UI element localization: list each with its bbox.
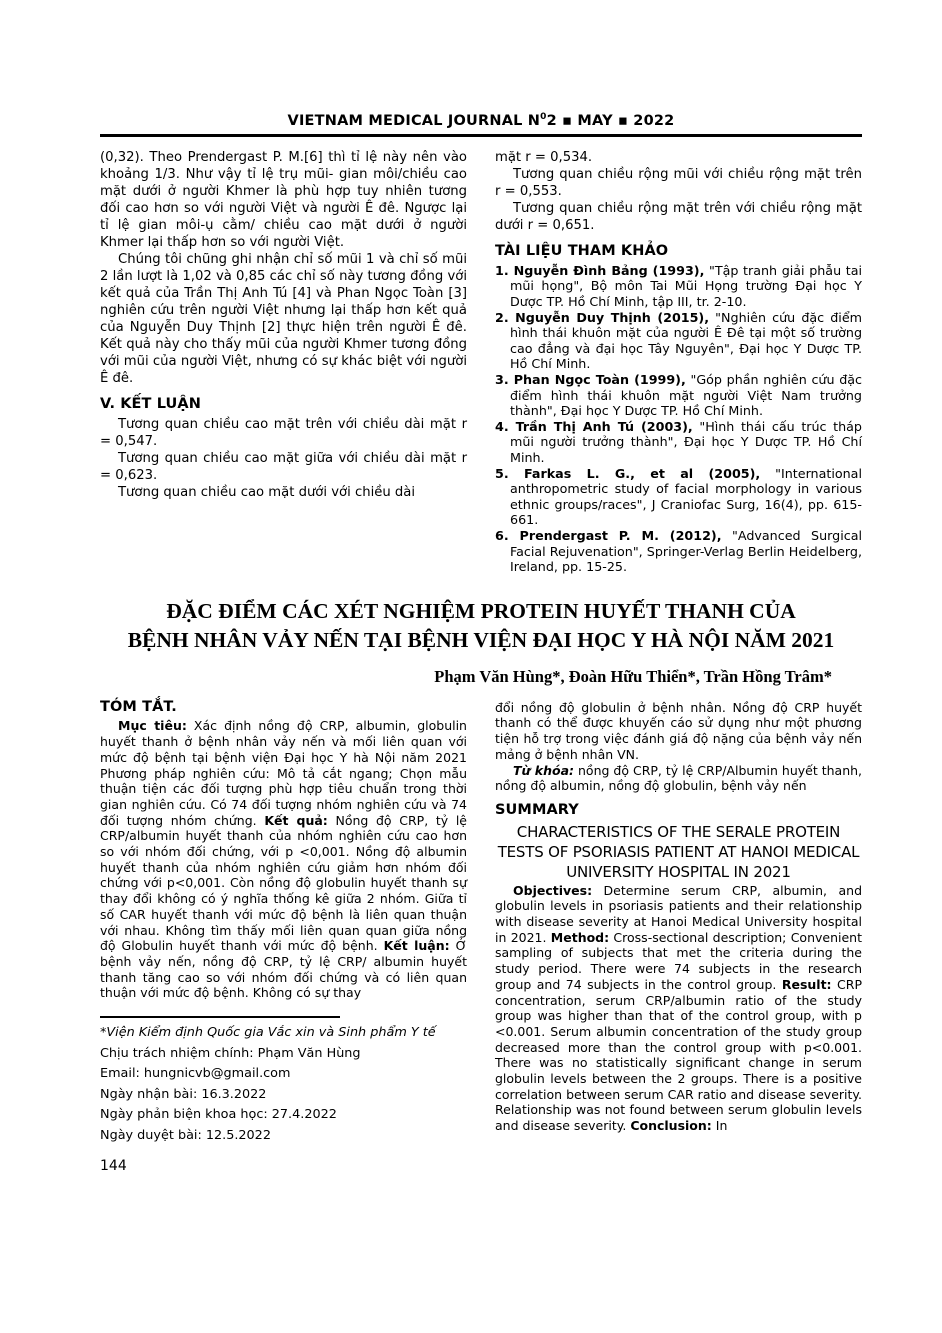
conclusion-paragraph: Tương quan chiều rộng mũi với chiều rộng mặt trên r = 0,553.	[495, 166, 862, 199]
body-paragraph: (0,32). Theo Prendergast P. M.[6] thì tỉ lệ này nên vào khoảng 1/3. Như vậy tỉ lệ trụ mũi- gian môi/chiều cao mặt dưới ở người Khmer là phù hợp tuy nhiên tương đối cao hơn so với người Việt và người Ê đê. Ngược lại tỉ lệ gian môi-ụ cằm/ chiều cao mặt dưới ở người Khmer lại thấp hơn so với người Việt.	[100, 149, 467, 250]
references-list	[495, 263, 862, 575]
contact-email: Email: hungnicvb@gmail.com	[100, 1066, 291, 1082]
summary-method-label: Method:	[550, 929, 610, 945]
reference-text: "Advanced Surgical Facial Rejuvenation", Springer-Verlag Berlin Heidelberg, Ireland, pp. 15-25.	[510, 527, 862, 575]
reference-text: "Nghiên cứu đặc điểm hình thái khuôn mặt của người Ê Đê tại một số trường cao đẳng và đại học Tây Nguyên", Đại học Y Dược TP. Hồ Chí Minh.	[510, 309, 862, 372]
reference-item	[495, 372, 862, 419]
reference-citation: 6. Prendergast P. M. (2012),	[495, 527, 722, 543]
reference-item	[495, 528, 862, 575]
article-authors: Phạm Văn Hùng*, Đoàn Hữu Thiển*, Trần Hồng Trâm*	[434, 666, 832, 686]
summary-conclusion-label: Conclusion:	[630, 1118, 712, 1134]
summary-objectives-text: Determine serum CRP, albumin, and globulin levels in psoriasis patients and their relationship with disease severity at Hanoi Medical University hospital in 2021.	[495, 882, 862, 945]
abstract-paragraph	[100, 718, 467, 1001]
summary-heading: SUMMARY	[495, 801, 579, 818]
reference-item	[495, 310, 862, 372]
reference-text: "Tập tranh giải phẫu tai mũi họng", Bộ môn Tai Mũi Họng trường Đại học Y Dược TP. Hồ Chí Minh, tập III, tr. 2-10.	[510, 262, 862, 310]
reference-item	[495, 419, 862, 466]
keywords-label: Từ khóa:	[513, 762, 575, 778]
conclusion-paragraph: Tương quan chiều cao mặt giữa với chiều dài mặt r = 0,623.	[100, 450, 467, 483]
summary-objectives-label: Objectives:	[513, 882, 593, 898]
page-number: 144	[100, 1158, 127, 1174]
reference-citation: 1. Nguyễn Đình Bảng (1993),	[495, 262, 705, 278]
conclusion-paragraph: Tương quan chiều rộng mặt trên với chiều rộng mặt dưới r = 0,651.	[495, 200, 862, 233]
keywords-text: nồng độ CRP, tỷ lệ CRP/Albumin huyết thanh, nồng độ albumin, nồng độ globulin, bệnh vảy nến	[495, 762, 863, 794]
reference-item	[495, 466, 862, 528]
abstract-column	[100, 700, 467, 1146]
author-affiliation: *Viện Kiểm định Quốc gia Vắc xin và Sinh phẩm Y tế	[100, 1025, 436, 1041]
summary-method-text: Cross-sectional description; Convenient sampling of subjects that met the criteria during the study period. There were 74 subjects in the research group and 74 subjects in the control group.	[495, 929, 862, 992]
footnote-block	[100, 1016, 467, 1146]
abstract-continuation: đổi nồng độ globulin ở bệnh nhân. Nồng độ CRP huyết thanh có thể được khuyến cáo sử dụng như một phương tiện hỗ trợ trong việc đánh giá độ nặng của bệnh vảy nến mảng ở bệnh nhân VN.	[495, 699, 862, 762]
conclusion-heading: V. KẾT LUẬN	[100, 395, 201, 412]
journal-header	[100, 112, 862, 137]
keywords-paragraph	[495, 763, 862, 794]
accepted-date: Ngày duyệt bài: 12.5.2022	[100, 1127, 271, 1143]
previous-article-left-column	[100, 149, 467, 575]
summary-column	[495, 700, 862, 1146]
conclusion-paragraph: mặt r = 0,534.	[495, 149, 593, 165]
journal-header-text: VIETNAM MEDICAL JOURNAL N	[287, 112, 541, 129]
journal-header-superscript: 0	[540, 112, 547, 122]
summary-result-text: CRP concentration, serum CRP/albumin ratio of the study group was higher than that of the control group, with p <0.001. Serum albumin concentration of the study group decreased more than the control group with p<0.001. There was no statistically significant change in serum globulin levels between the 2 groups. There is a positive correlation between serum CAR ratio and disease severity. Relationship was not found between serum globulin levels and disease severity.	[495, 976, 862, 1134]
body-paragraph: Chúng tôi chũng ghi nhận chỉ số mũi 1 và chỉ số mũi 2 lần lượt là 1,02 và 0,85 các chỉ số này tương đồng với kết quả của Trần Thị Anh Tú [4] và Phan Ngọc Toàn [3] nghiên cứu trên người Việt nhưng lại thấp hơn kết quả của Nguyễn Duy Thịnh [2] thực hiện trên người Ê đê. Kết quả này cho thấy mũi của người Khmer tương đồng với mũi của người Việt, nhưng có sự khác biệt với người Ê đê.	[100, 251, 467, 386]
summary-conclusion-text: In	[711, 1118, 728, 1134]
conclusion-label: Kết luận:	[383, 938, 450, 954]
article-title	[100, 597, 862, 655]
objectives-label: Mục tiêu:	[118, 718, 187, 734]
reference-citation: 3. Phan Ngọc Toàn (1999),	[495, 371, 686, 387]
journal-header-issue: 2 ▪ MAY ▪ 2022	[546, 112, 675, 129]
footnote-divider	[100, 1016, 340, 1018]
reference-citation: 2. Nguyễn Duy Thịnh (2015),	[495, 309, 710, 325]
conclusion-paragraph: Tương quan chiều cao mặt trên với chiều dài mặt r = 0,547.	[100, 416, 467, 449]
responsible-author: Chịu trách nhiệm chính: Phạm Văn Hùng	[100, 1045, 361, 1061]
reference-citation: 5. Farkas L. G., et al (2005),	[495, 465, 761, 481]
objectives-text: Xác định nồng độ CRP, albumin, globulin huyết thanh ở bệnh nhân vảy nến và mối liên quan với mức độ bệnh tại bệnh viện Đại học Y hà Nội năm 2021 Phương pháp nghiên cứu: Mô tả cắt ngang; Chọn mẫu thuận tiện các đối tượng phù hợp tiêu chuẩn trong thời gian nghiên cứu. Có 74 đối tượng nhóm nghiên cứu và 74 đối tượng nhóm chứng.	[100, 718, 467, 828]
previous-article-right-column	[495, 149, 862, 575]
results-text: Nồng độ CRP, tỷ lệ CRP/albumin huyết thanh của nhóm nghiên cứu cao hơn so với nhóm đối chứng, với p <0,001. Nồng độ albumin huyết thanh của nhóm nghiên cứu giảm hơn nhóm đối chứng với p<0,001. Còn nồng độ globulin huyết thanh sự thay đổi không có ý nghĩa thống kê giữa 2 nhóm. Giữa tỉ số CAR huyết thanh với mức độ bệnh là liên quan thuận với nhau. Không tìm thấy mối liên quan quan giữa nồng độ Globulin huyết thanh với mức độ bệnh.	[100, 812, 467, 954]
reference-item	[495, 263, 862, 310]
reference-citation: 4. Trần Thị Anh Tú (2003),	[495, 418, 693, 434]
summary-paragraph	[495, 883, 862, 1134]
conclusion-text: Ở bệnh vảy nến, nồng độ CRP, tỷ lệ CRP/ albumin huyết thanh tăng cao so với nhóm đối chứng và có liên quan thuận với mức độ bệnh. Không có sự thay	[100, 938, 467, 1001]
reference-text: "Góp phần nghiên cứu đặc điểm hình thái khuôn mặt người Việt Nam trưởng thành", Đại học Y Dược TP. Hồ Chí Minh.	[510, 371, 863, 419]
summary-english-title: CHARACTERISTICS OF THE SERALE PROTEIN TESTS OF PSORIASIS PATIENT AT HANOI MEDICAL UNIVERSITY HOSPITAL IN 2021	[497, 822, 860, 881]
reference-text: "International anthropometric study of facial morphology in various ethnic groups/races", J Craniofac Surg, 16(4), pp. 615-661.	[510, 465, 862, 528]
reference-text: "Hình thái cấu trúc tháp mũi người trưởng thành", Đại học Y Dược TP. Hồ Chí Minh.	[510, 418, 862, 465]
previous-article-columns	[100, 149, 862, 575]
received-date: Ngày nhận bài: 16.3.2022	[100, 1086, 267, 1102]
article-columns	[100, 700, 862, 1146]
summary-result-label: Result:	[781, 976, 832, 992]
article-title-line1: ĐẶC ĐIỂM CÁC XÉT NGHIỆM PROTEIN HUYẾT THANH CỦA	[166, 598, 796, 623]
conclusion-paragraph: Tương quan chiều cao mặt dưới với chiều dài	[118, 484, 416, 500]
results-label: Kết quả:	[264, 812, 328, 828]
abstract-heading: TÓM TẮT.	[100, 698, 177, 715]
review-date: Ngày phản biện khoa học: 27.4.2022	[100, 1107, 337, 1123]
article-title-line2: BỆNH NHÂN VẢY NẾN TẠI BỆNH VIỆN ĐẠI HỌC Y HÀ NỘI NĂM 2021	[127, 627, 835, 652]
references-heading: TÀI LIỆU THAM KHẢO	[495, 242, 669, 259]
